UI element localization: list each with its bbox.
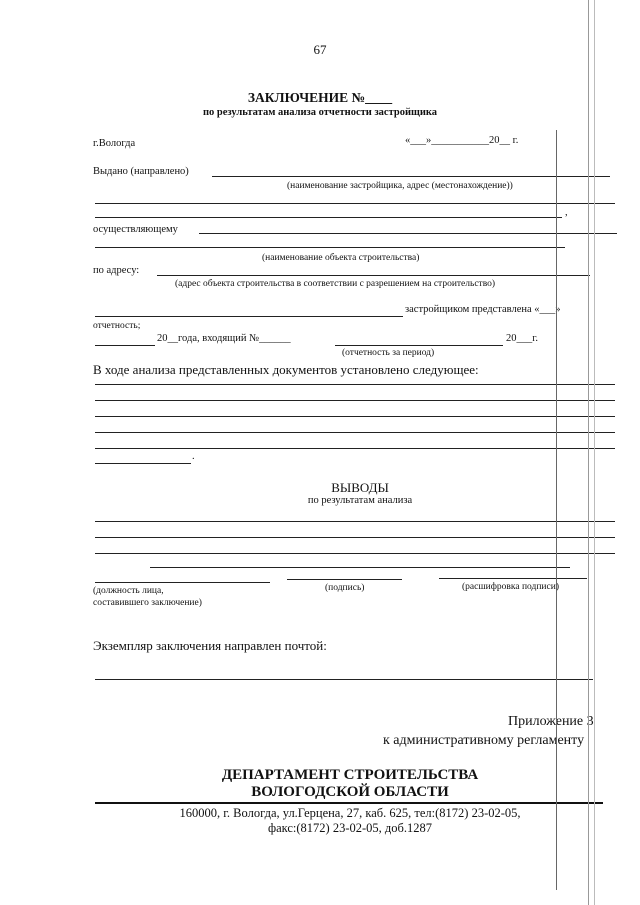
analysis-intro: В ходе анализа представленных документов установлено следующее: xyxy=(93,362,479,377)
appendix-line-1: Приложение 3 xyxy=(508,714,594,729)
scan-artifact-line-2 xyxy=(588,0,589,905)
analysis-line-2 xyxy=(95,400,615,401)
blank-line-2 xyxy=(95,217,562,218)
mailing-line xyxy=(95,679,593,680)
position-label-2: составившего заключение) xyxy=(93,598,202,608)
signature-label: (подпись) xyxy=(325,583,365,593)
date-tail: 20___г. xyxy=(506,333,538,344)
presented-text: застройщиком представлена «___» xyxy=(405,304,561,315)
analysis-line-end xyxy=(95,463,191,464)
address-hint: (адрес объекта строительства в соответствии с разрешением на строительство) xyxy=(175,279,496,289)
issued-hint: (наименование застройщика, адрес (местонахождение)) xyxy=(287,181,513,191)
department-name-2: ВОЛОГОДСКОЙ ОБЛАСТИ xyxy=(251,784,449,800)
issued-comma: , xyxy=(565,207,568,218)
department-name-1: ДЕПАРТАМЕНТ СТРОИТЕЛЬСТВА xyxy=(221,767,479,783)
analysis-end-dot: . xyxy=(192,451,195,462)
analysis-line-1 xyxy=(95,384,615,385)
object-hint: (наименование объекта строительства) xyxy=(262,253,420,263)
issued-line xyxy=(212,176,610,177)
city-label: г.Вологда xyxy=(93,138,136,149)
address-label: по адресу: xyxy=(93,265,140,276)
conclusions-line-2 xyxy=(95,537,615,538)
analysis-line-4 xyxy=(95,432,615,433)
conclusions-subtitle: по результатам анализа xyxy=(307,495,413,506)
issued-label: Выдано (направлено) xyxy=(93,166,189,177)
scan-artifact-line-1 xyxy=(556,130,557,890)
date-field: «___»___________20__ г. xyxy=(405,135,519,146)
department-address: 160000, г. Вологда, ул.Герцена, 27, каб. 625, тел:(8172) 23-02-05, xyxy=(179,806,521,820)
blank-line-4 xyxy=(95,316,403,317)
address-line xyxy=(157,275,590,276)
page-number: 67 xyxy=(313,42,327,57)
blank-line-1 xyxy=(95,203,615,204)
year-incoming-text: 20__года, входящий №______ xyxy=(157,333,291,344)
period-line xyxy=(335,345,503,346)
conclusion-title: ЗАКЛЮЧЕНИЕ №____ xyxy=(247,90,393,105)
department-rule xyxy=(95,802,603,804)
signature-line xyxy=(287,579,402,580)
position-label-1: (должность лица, xyxy=(93,586,164,596)
conclusion-subtitle: по результатам анализа отчетности застройщика xyxy=(202,107,438,118)
scan-artifact-line-3 xyxy=(594,0,595,905)
year-blank xyxy=(95,345,155,346)
mailing-text: Экземпляр заключения направлен почтой: xyxy=(93,638,327,653)
conclusions-line-1 xyxy=(95,521,615,522)
object-line xyxy=(199,233,617,234)
conclusions-line-3 xyxy=(95,553,615,554)
decoding-label: (расшифровка подписи) xyxy=(462,582,559,592)
analysis-line-3 xyxy=(95,416,615,417)
appendix-line-2: к административному регламенту xyxy=(383,733,585,748)
period-hint: (отчетность за период) xyxy=(342,348,435,358)
object-label: осуществляющему xyxy=(93,224,178,235)
position-line xyxy=(95,582,270,583)
department-fax: факс:(8172) 23-02-05, доб.1287 xyxy=(267,821,433,835)
analysis-line-5 xyxy=(95,448,615,449)
conclusions-title: ВЫВОДЫ xyxy=(331,480,389,495)
conclusions-line-4 xyxy=(150,567,570,568)
blank-line-3 xyxy=(95,247,565,248)
decoding-line xyxy=(439,578,587,579)
reporting-label: отчетность; xyxy=(93,321,141,331)
